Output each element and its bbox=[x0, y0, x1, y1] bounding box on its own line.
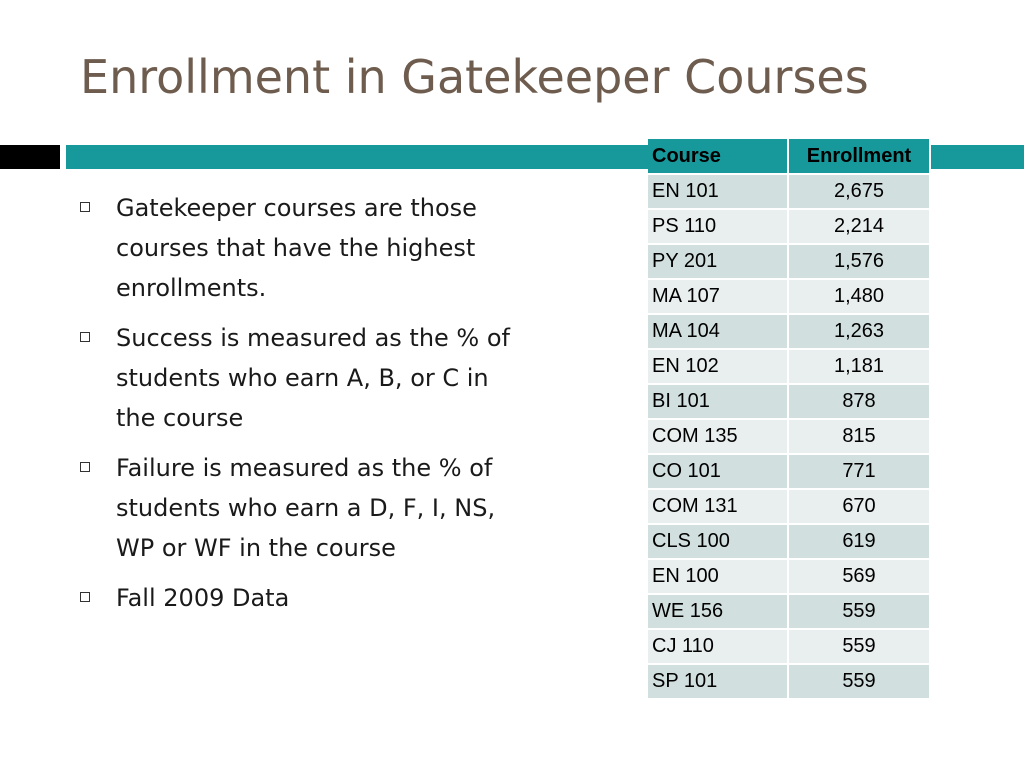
bullet-item bbox=[80, 578, 520, 618]
table-row bbox=[648, 279, 930, 314]
course-cell: COM 135 bbox=[648, 419, 788, 454]
column-header-enrollment: Enrollment bbox=[788, 139, 930, 174]
course-cell: CLS 100 bbox=[648, 524, 788, 559]
enrollment-cell: 559 bbox=[788, 594, 930, 629]
table-row bbox=[648, 524, 930, 559]
enrollment-cell: 1,576 bbox=[788, 244, 930, 279]
table-row bbox=[648, 244, 930, 279]
bullet-text: Gatekeeper courses are those courses that have the highest enrollments. bbox=[116, 194, 477, 302]
enrollment-table bbox=[648, 139, 931, 700]
square-bullet-icon bbox=[80, 332, 90, 342]
slide-title: Enrollment in Gatekeeper Courses bbox=[80, 50, 869, 104]
enrollment-cell: 2,675 bbox=[788, 174, 930, 209]
course-cell: CO 101 bbox=[648, 454, 788, 489]
enrollment-cell: 1,181 bbox=[788, 349, 930, 384]
course-cell: CJ 110 bbox=[648, 629, 788, 664]
enrollment-cell: 2,214 bbox=[788, 209, 930, 244]
bullet-item bbox=[80, 448, 520, 568]
course-cell: PY 201 bbox=[648, 244, 788, 279]
enrollment-cell: 569 bbox=[788, 559, 930, 594]
header-band-black bbox=[0, 145, 60, 169]
table-row bbox=[648, 419, 930, 454]
table-header-row bbox=[648, 139, 930, 174]
bullet-item bbox=[80, 318, 520, 438]
course-cell: BI 101 bbox=[648, 384, 788, 419]
course-cell: MA 104 bbox=[648, 314, 788, 349]
table-row bbox=[648, 314, 930, 349]
enrollment-cell: 878 bbox=[788, 384, 930, 419]
course-cell: SP 101 bbox=[648, 664, 788, 699]
course-cell: PS 110 bbox=[648, 209, 788, 244]
table-row bbox=[648, 349, 930, 384]
course-cell: COM 131 bbox=[648, 489, 788, 524]
bullet-item bbox=[80, 188, 520, 308]
table-row bbox=[648, 489, 930, 524]
table-row bbox=[648, 454, 930, 489]
table-row bbox=[648, 629, 930, 664]
square-bullet-icon bbox=[80, 202, 90, 212]
course-cell: MA 107 bbox=[648, 279, 788, 314]
table-row bbox=[648, 384, 930, 419]
bullet-list bbox=[80, 188, 520, 628]
enrollment-cell: 559 bbox=[788, 664, 930, 699]
course-cell: EN 102 bbox=[648, 349, 788, 384]
enrollment-cell: 670 bbox=[788, 489, 930, 524]
table-row bbox=[648, 594, 930, 629]
course-cell: EN 101 bbox=[648, 174, 788, 209]
course-cell: WE 156 bbox=[648, 594, 788, 629]
enrollment-cell: 771 bbox=[788, 454, 930, 489]
table-row bbox=[648, 664, 930, 699]
square-bullet-icon bbox=[80, 462, 90, 472]
enrollment-cell: 1,480 bbox=[788, 279, 930, 314]
square-bullet-icon bbox=[80, 592, 90, 602]
bullet-text: Fall 2009 Data bbox=[116, 584, 290, 612]
enrollment-cell: 815 bbox=[788, 419, 930, 454]
enrollment-cell: 559 bbox=[788, 629, 930, 664]
enrollment-cell: 1,263 bbox=[788, 314, 930, 349]
course-cell: EN 100 bbox=[648, 559, 788, 594]
table-row bbox=[648, 174, 930, 209]
enrollment-cell: 619 bbox=[788, 524, 930, 559]
column-header-course: Course bbox=[648, 139, 788, 174]
bullet-text: Failure is measured as the % of students who earn a D, F, I, NS, WP or WF in the course bbox=[116, 454, 496, 562]
table-row bbox=[648, 559, 930, 594]
bullet-text: Success is measured as the % of students who earn A, B, or C in the course bbox=[116, 324, 510, 432]
table-row bbox=[648, 209, 930, 244]
